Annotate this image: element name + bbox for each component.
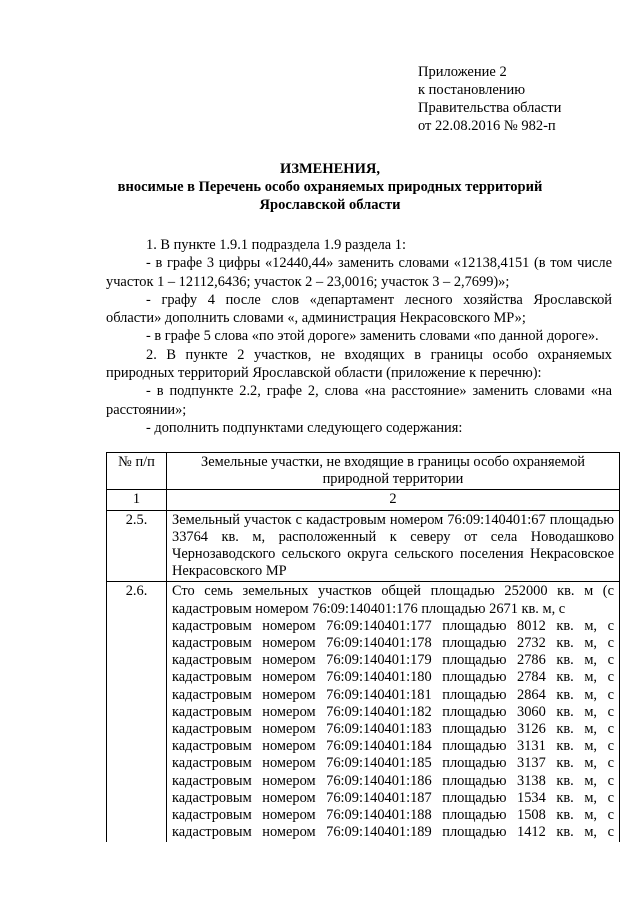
appendix-line: Правительства области (418, 100, 562, 116)
cadastral-line: кадастровым номером 76:09:140401:177 площадью 8012 кв. м, с (172, 617, 614, 634)
cadastral-line: кадастровым номером 76:09:140401:179 площадью 2786 кв. м, с (172, 652, 614, 669)
title-line: вносимые в Перечень особо охраняемых природных территорий (117, 179, 543, 195)
table-column-numbers-row (107, 490, 620, 510)
paragraph: 1. В пункте 1.9.1 подраздела 1.9 раздела 1: (146, 237, 406, 253)
cadastral-line: кадастровым номером 76:09:140401:178 площадью 2732 кв. м, с (172, 635, 614, 652)
table-row (107, 582, 620, 843)
title-line: Ярославской области (259, 197, 401, 213)
appendix-line: от 22.08.2016 № 982-п (418, 118, 556, 134)
paragraph: - в графе 5 слова «по этой дороге» заменить словами «по данной дороге». (146, 328, 599, 345)
header-num-cell: № п/п (107, 453, 167, 490)
cadastral-line: кадастровым номером 76:09:140401:187 площадью 1534 кв. м, с (172, 789, 614, 806)
row-text (167, 582, 620, 843)
cadastral-line: кадастровым номером 76:09:140401:184 площадью 3131 кв. м, с (172, 738, 614, 755)
table-header-row (107, 453, 620, 490)
paragraph: - дополнить подпунктами следующего содержания: (146, 419, 463, 436)
table-row (107, 510, 620, 582)
appendix-note (418, 63, 561, 135)
paragraph: 2. В пункте 2 участков, не входящих в границы особо охраняемых природных территорий Ярославской области (приложение к перечню): (106, 346, 612, 382)
row-number: 2.6. (107, 582, 167, 843)
paragraph: - графу 4 после слов «департамент лесного хозяйства Ярославской области» дополнить словами «, администрация Некрасовского МР»; (106, 291, 612, 327)
appendix-line: к постановлению (418, 82, 526, 98)
cadastral-line: кадастровым номером 76:09:140401:189 площадью 1412 кв. м, с (172, 824, 614, 841)
column-number: 1 (107, 490, 167, 510)
paragraph: - в графе 3 цифры «12440,44» заменить словами «12138,4151 (в том числе участок 1 – 12112,6436; участок 2 – 23,0016; участок 3 – 2,7699)»; (106, 255, 612, 290)
column-number: 2 (167, 490, 620, 510)
appendix-line: Приложение 2 (418, 64, 507, 80)
row-number: 2.5. (107, 510, 167, 582)
cadastral-line: кадастровым номером 76:09:140401:180 площадью 2784 кв. м, с (172, 669, 614, 686)
title-line: ИЗМЕНЕНИЯ, (280, 161, 380, 177)
document-body (106, 236, 612, 437)
cadastral-line: кадастровым номером 76:09:140401:183 площадью 3126 кв. м, с (172, 721, 614, 738)
row-text: Земельный участок с кадастровым номером 76:09:140401:67 площадью 33764 кв. м, расположенный к северу от села Новодашково Чернозаводского сельского округа сельского поселения Некрасовское Некрасовского МР (167, 510, 620, 582)
row-intro: Сто семь земельных участков общей площадью 252000 кв. м (с кадастровым номером 76:09:140401:176 площадью 2671 кв. м, с (172, 583, 614, 617)
header-text-cell: Земельные участки, не входящие в границы особо охраняемой природной территории (167, 453, 620, 490)
cadastral-line: кадастровым номером 76:09:140401:181 площадью 2864 кв. м, с (172, 686, 614, 703)
cadastral-line: кадастровым номером 76:09:140401:188 площадью 1508 кв. м, с (172, 807, 614, 824)
paragraph: - в подпункте 2.2, графе 2, слова «на расстояние» заменить словами «на расстоянии»; (106, 383, 612, 418)
cadastral-line: кадастровым номером 76:09:140401:182 площадью 3060 кв. м, с (172, 703, 614, 720)
cadastral-line: кадастровым номером 76:09:140401:186 площадью 3138 кв. м, с (172, 772, 614, 789)
document-title (80, 160, 580, 214)
cadastral-line: кадастровым номером 76:09:140401:185 площадью 3137 кв. м, с (172, 755, 614, 772)
land-plots-table (106, 452, 620, 842)
